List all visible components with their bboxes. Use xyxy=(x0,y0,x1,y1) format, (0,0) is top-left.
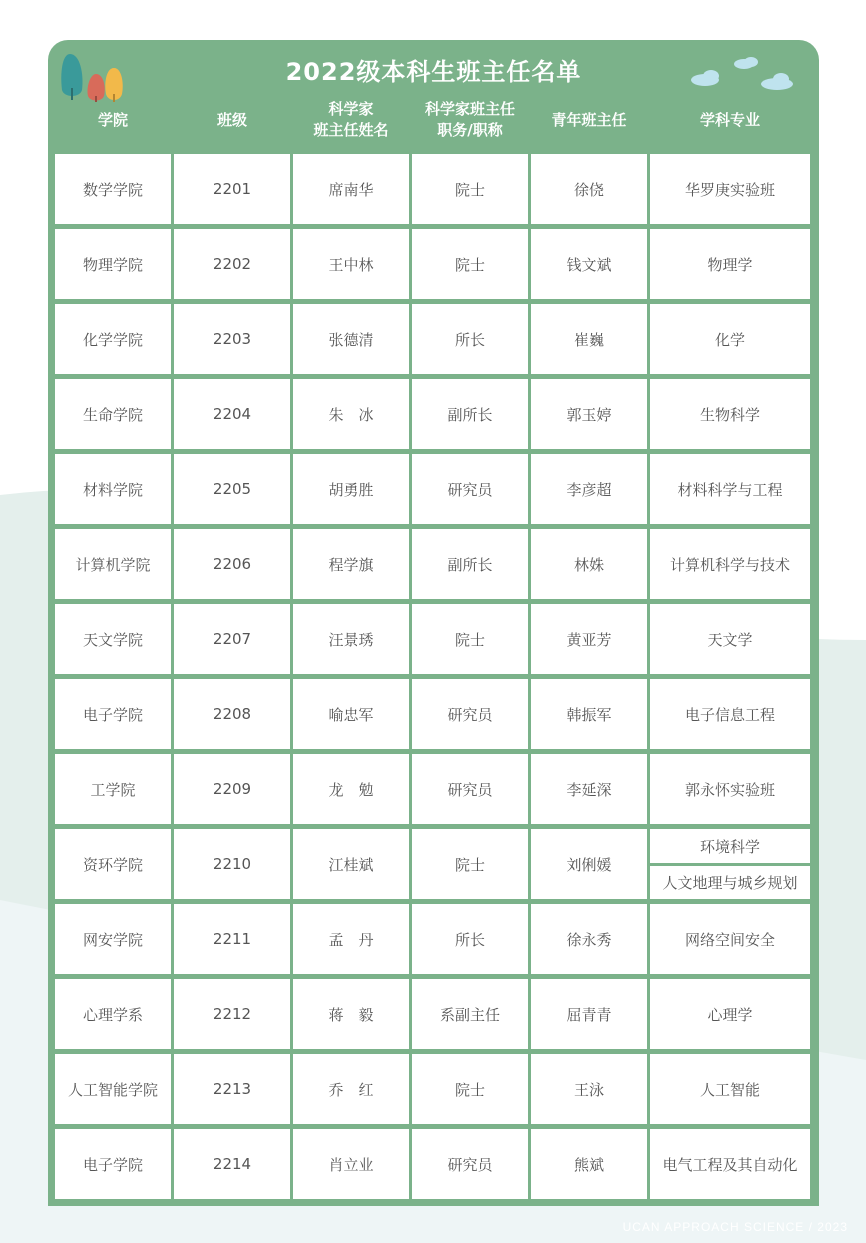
table-cell-scientist: 孟 丹 xyxy=(293,904,409,974)
table-cell-position: 院士 xyxy=(412,1054,528,1124)
header-position-line1: 科学家班主任 xyxy=(424,100,515,118)
table-cell-position: 副所长 xyxy=(412,379,528,449)
table-cell-position: 院士 xyxy=(412,229,528,299)
table-cell-youth: 黄亚芳 xyxy=(531,604,647,674)
footer-text: UCAN APPROACH SCIENCE / 2023 xyxy=(622,1220,848,1234)
table-cell-college: 计算机学院 xyxy=(55,529,171,599)
table-cell-youth: 崔巍 xyxy=(531,304,647,374)
table-cell-major: 华罗庚实验班 xyxy=(650,154,810,224)
table-cell-class: 2205 xyxy=(174,454,290,524)
table-cell-major: 郭永怀实验班 xyxy=(650,754,810,824)
table-cell-position: 院士 xyxy=(412,604,528,674)
table-cell-youth: 刘俐媛 xyxy=(531,829,647,899)
table-cell-youth: 熊斌 xyxy=(531,1129,647,1199)
table-cell-position: 所长 xyxy=(412,304,528,374)
table-panel xyxy=(48,40,819,1206)
table-cell-class: 2209 xyxy=(174,754,290,824)
table-cell-scientist: 汪景琇 xyxy=(293,604,409,674)
table-cell-youth: 徐侥 xyxy=(531,154,647,224)
table-cell-major-secondary: 人文地理与城乡规划 xyxy=(650,866,810,899)
header-scientist-line1: 科学家 xyxy=(328,100,374,118)
table-cell-scientist: 程学旗 xyxy=(293,529,409,599)
table-cell-major: 材料科学与工程 xyxy=(650,454,810,524)
header-college: 学院 xyxy=(97,110,128,129)
table-cell-college: 心理学系 xyxy=(55,979,171,1049)
table-cell-position: 院士 xyxy=(412,154,528,224)
table-cell-major: 人工智能 xyxy=(650,1054,810,1124)
header-position-line2: 职务/职称 xyxy=(437,121,503,139)
table-cell-college: 网安学院 xyxy=(55,904,171,974)
table-cell-major: 心理学 xyxy=(650,979,810,1049)
table-cell-college: 材料学院 xyxy=(55,454,171,524)
table-cell-position: 院士 xyxy=(412,829,528,899)
table-cell-scientist: 张德清 xyxy=(293,304,409,374)
table-cell-youth: 林姝 xyxy=(531,529,647,599)
table-cell-youth: 李彦超 xyxy=(531,454,647,524)
table-cell-class: 2210 xyxy=(174,829,290,899)
table-cell-major: 计算机科学与技术 xyxy=(650,529,810,599)
table-cell-youth: 郭玉婷 xyxy=(531,379,647,449)
table-cell-scientist: 席南华 xyxy=(293,154,409,224)
table-cell-position: 副所长 xyxy=(412,529,528,599)
table-cell-youth: 韩振军 xyxy=(531,679,647,749)
table-cell-major: 网络空间安全 xyxy=(650,904,810,974)
table-cell-class: 2213 xyxy=(174,1054,290,1124)
table-cell-major: 化学 xyxy=(650,304,810,374)
table-cell-major: 物理学 xyxy=(650,229,810,299)
table-cell-position: 研究员 xyxy=(412,1129,528,1199)
header-major: 学科专业 xyxy=(699,110,760,129)
table-cell-class: 2202 xyxy=(174,229,290,299)
table-cell-college: 化学学院 xyxy=(55,304,171,374)
table-cell-scientist: 朱 冰 xyxy=(293,379,409,449)
table-cell-college: 工学院 xyxy=(55,754,171,824)
table-cell-youth: 李延深 xyxy=(531,754,647,824)
table-cell-position: 研究员 xyxy=(412,679,528,749)
table-cell-scientist: 龙 勉 xyxy=(293,754,409,824)
header-youth: 青年班主任 xyxy=(551,110,627,129)
header-scientist-line2: 班主任姓名 xyxy=(313,121,389,139)
table-cell-class: 2208 xyxy=(174,679,290,749)
header-position xyxy=(412,98,528,142)
table-cell-class: 2207 xyxy=(174,604,290,674)
page-title: 2022级本科生班主任名单 xyxy=(285,58,582,86)
table-cell-major: 生物科学 xyxy=(650,379,810,449)
table-cell-class: 2204 xyxy=(174,379,290,449)
table-cell-youth: 屈青青 xyxy=(531,979,647,1049)
table-cell-youth: 王泳 xyxy=(531,1054,647,1124)
table-cell-college: 生命学院 xyxy=(55,379,171,449)
table-cell-scientist: 江桂斌 xyxy=(293,829,409,899)
table-cell-class: 2211 xyxy=(174,904,290,974)
table-cell-scientist: 肖立业 xyxy=(293,1129,409,1199)
table-cell-college: 天文学院 xyxy=(55,604,171,674)
table-cell-youth: 钱文斌 xyxy=(531,229,647,299)
table-cell-scientist: 喻忠军 xyxy=(293,679,409,749)
table-cell-major: 天文学 xyxy=(650,604,810,674)
table-cell-class: 2212 xyxy=(174,979,290,1049)
table-cell-position: 研究员 xyxy=(412,454,528,524)
table-cell-position: 所长 xyxy=(412,904,528,974)
table-cell-class: 2201 xyxy=(174,154,290,224)
table-cell-major: 电气工程及其自动化 xyxy=(650,1129,810,1199)
table-cell-scientist: 王中林 xyxy=(293,229,409,299)
table-cell-major: 环境科学 xyxy=(650,829,810,863)
table-cell-class: 2206 xyxy=(174,529,290,599)
table-cell-college: 数学学院 xyxy=(55,154,171,224)
table-cell-college: 人工智能学院 xyxy=(55,1054,171,1124)
table-cell-youth: 徐永秀 xyxy=(531,904,647,974)
table-cell-position: 系副主任 xyxy=(412,979,528,1049)
table-cell-class: 2214 xyxy=(174,1129,290,1199)
table-cell-college: 资环学院 xyxy=(55,829,171,899)
header-class: 班级 xyxy=(216,110,247,129)
clouds-icon xyxy=(689,56,799,96)
table-cell-college: 电子学院 xyxy=(55,1129,171,1199)
header-scientist xyxy=(293,98,409,142)
table-cell-scientist: 蒋 毅 xyxy=(293,979,409,1049)
trees-icon xyxy=(58,52,128,102)
table-cell-position: 研究员 xyxy=(412,754,528,824)
table-cell-class: 2203 xyxy=(174,304,290,374)
table-cell-scientist: 乔 红 xyxy=(293,1054,409,1124)
table-cell-college: 电子学院 xyxy=(55,679,171,749)
table-cell-college: 物理学院 xyxy=(55,229,171,299)
table-cell-scientist: 胡勇胜 xyxy=(293,454,409,524)
table-cell-major: 电子信息工程 xyxy=(650,679,810,749)
